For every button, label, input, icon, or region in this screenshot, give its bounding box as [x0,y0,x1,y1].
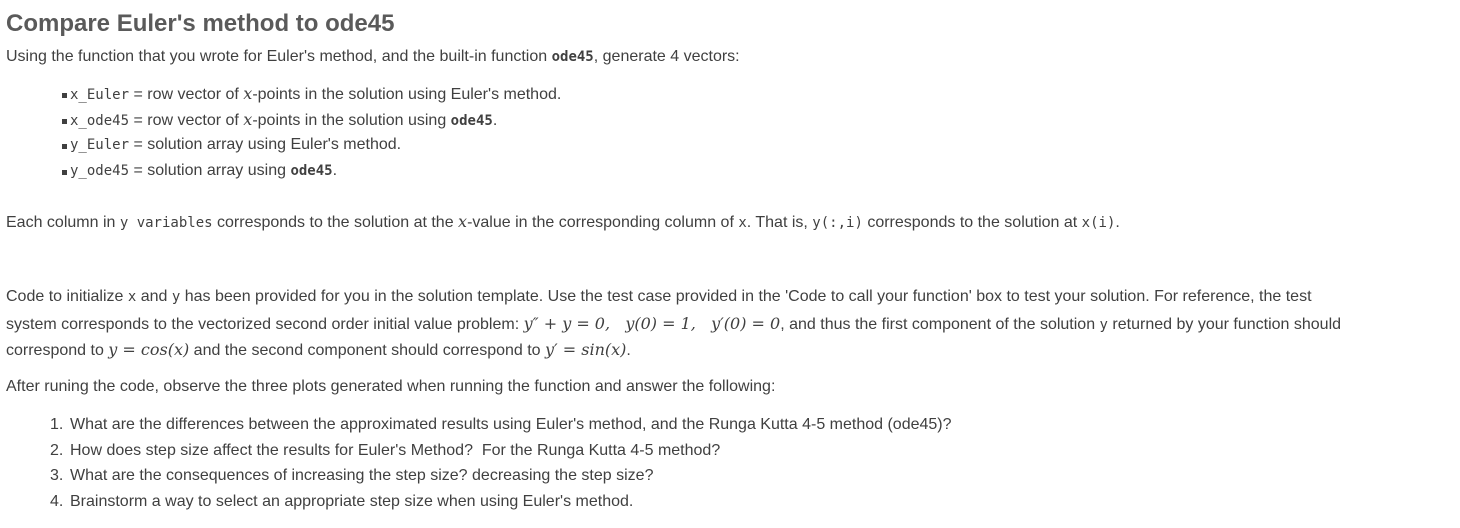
item-number: 4. [50,493,64,510]
para-text: , and thus the first component of the solution [780,316,1100,333]
after-paragraph: After runing the code, observe the three plots generated when running the function and answer the following: [6,378,776,395]
list-item [70,84,561,105]
item-text: -points in the solution using [252,112,451,129]
math-x: x [243,110,253,129]
var-name: y_Euler [70,137,130,153]
item-text: . [332,162,338,179]
item-text: Brainstorm a way to select an appropriate step size when using Euler's method. [70,493,634,510]
inline-code: y [171,289,181,305]
para-text: correspond to [6,342,109,359]
bullet-icon [62,93,67,98]
var-name: x_ode45 [70,113,130,129]
inline-code: x [738,215,747,231]
item-text: = row vector of [129,112,244,129]
para-text: has been provided for you in the solution template. Use the test case provided in the 'Code to call your function' box to test your solution. For reference, the test [180,288,1312,305]
item-text: What are the consequences of increasing the step size? decreasing the step size? [70,467,654,484]
para-line [6,340,631,361]
math-cos: y = cos(x) [108,340,190,359]
para-line [6,314,1341,335]
bullet-icon [62,144,67,149]
para-text: and the second component should correspond to [189,342,546,359]
para-text: system corresponds to the vectorized second order initial value problem: [6,316,524,333]
para-text: and [136,288,172,305]
ode45-code: ode45 [551,49,594,65]
para-line [6,287,1312,307]
list-item [70,161,337,181]
math-sin: y′ = sin(x) [545,340,627,359]
para-text: Code to initialize [6,288,128,305]
ode45-code: ode45 [450,113,493,129]
var-name: y_ode45 [70,163,130,179]
item-text: = row vector of [129,86,244,103]
intro-text: Using the function that you wrote for Euler's method, and the built-in function [6,48,552,65]
item-text: How does step size affect the results for Euler's Method? For the Runga Kutta 4-5 method? [70,442,721,459]
item-text: -points in the solution using Euler's method. [252,86,562,103]
math-ivp: y″ + y = 0, y(0) = 1, y′(0) = 0 [523,314,781,333]
item-text: What are the differences between the approximated results using Euler's method, and the Runga Kutta 4-5 method (ode45)? [70,416,952,433]
inline-code: y [1099,317,1108,333]
para-text: returned by your function should [1107,316,1342,333]
item-number: 2. [50,442,64,459]
para-text: . [1115,214,1120,231]
inline-code: y(:,i) [812,215,863,231]
inline-code: x [127,289,137,305]
ode45-code: ode45 [290,163,333,179]
para-text: corresponds to the solution at [862,214,1082,231]
intro-suffix: , generate 4 vectors: [593,48,740,65]
math-x: x [243,84,253,103]
item-text: = solution array using [129,162,291,179]
para-text: . That is, [746,214,813,231]
item-number: 1. [50,416,64,433]
inline-code: y variables [119,215,213,231]
para-text: Each column in [6,214,120,231]
each-column-paragraph [6,212,1120,233]
intro-paragraph [6,47,740,67]
para-text: . [626,342,631,359]
page-title: Compare Euler's method to ode45 [6,10,395,37]
item-text: = solution array using Euler's method. [129,136,402,153]
var-name: x_Euler [70,87,130,103]
item-number: 3. [50,467,64,484]
item-text: . [492,112,498,129]
inline-code: x(i) [1081,215,1116,231]
list-item [70,135,401,155]
list-item [70,110,497,131]
math-x: x [458,212,468,231]
para-text: corresponds to the solution at the [212,214,459,231]
bullet-icon [62,170,67,175]
bullet-icon [62,119,67,124]
para-text: -value in the corresponding column of [467,214,739,231]
